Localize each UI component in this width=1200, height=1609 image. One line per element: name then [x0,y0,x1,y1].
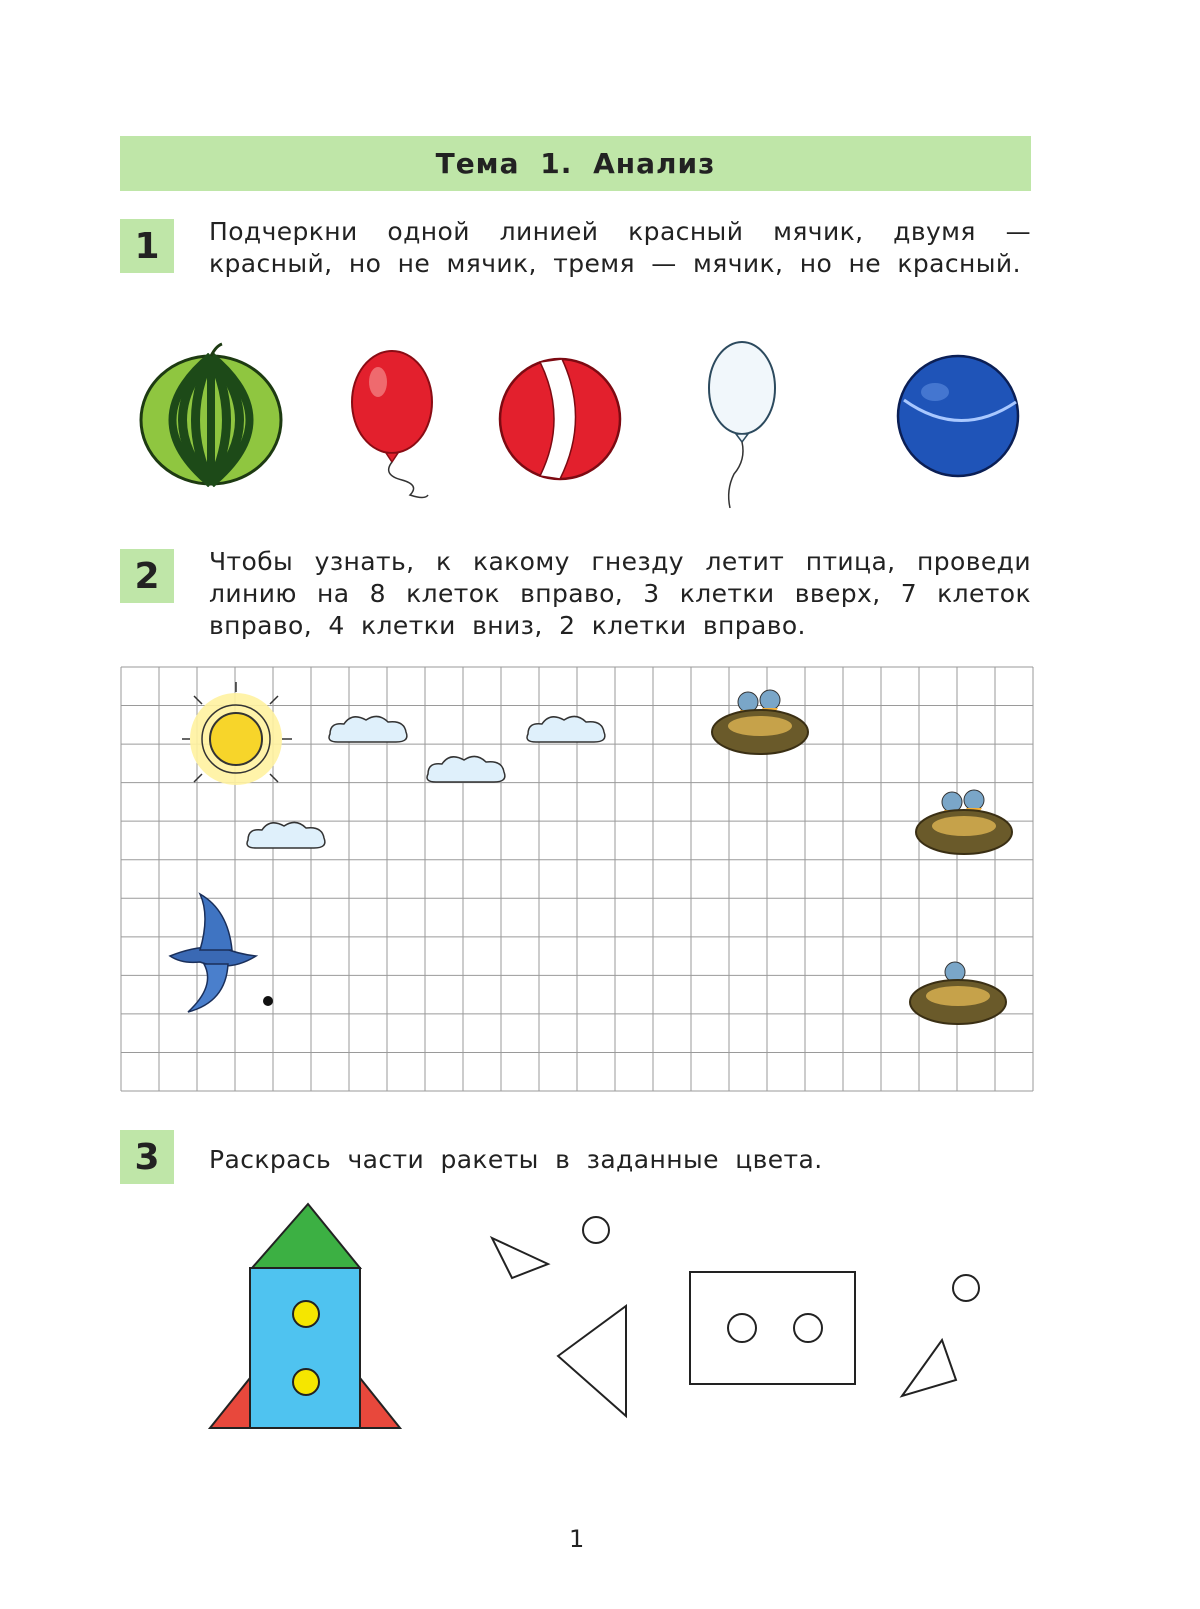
task-3-shapes [200,1196,980,1446]
nest-with-chicks-icon [910,962,1006,1024]
red-white-ball-icon [500,359,620,479]
cloud-icon [427,756,505,782]
task-1-text: Подчеркни одной линией красный мячик, двумя — красный, но не мячик, тремя — мячик, но не красный. [209,217,1031,278]
circle-outline [953,1275,979,1301]
rocket-fin-right [360,1378,400,1428]
cloud-icon [247,822,325,848]
circle-outline [728,1314,756,1342]
rocket-window [293,1369,319,1395]
rocket-window [293,1301,319,1327]
topic-title: Тема 1. Анализ [435,147,716,180]
task-2-grid [120,666,1034,1092]
circle-outline [583,1217,609,1243]
rocket-nose [252,1204,360,1268]
rocket [210,1204,400,1428]
watermelon-icon [141,344,281,484]
rocket-body [250,1268,360,1428]
large-triangle-outline [558,1306,626,1416]
nest-with-chicks-icon [712,690,808,754]
topic-header [120,136,1031,191]
nest-with-chicks-icon [916,790,1012,854]
task-2-number: 2 [120,549,174,603]
red-balloon-icon [352,351,432,498]
small-triangle-outline [492,1238,548,1278]
start-point [263,996,273,1006]
blue-ball-icon [898,356,1018,476]
white-balloon-icon [709,342,775,508]
page-number: 1 [569,1525,585,1553]
rocket-fin-left [210,1378,250,1428]
circle-outline [794,1314,822,1342]
task-1-number: 1 [120,219,174,273]
task-1-pictures [120,340,1040,510]
rectangle-outline [690,1272,855,1384]
sun-icon [182,682,292,785]
task-3-text: Раскрась части ракеты в заданные цвета. [209,1145,823,1174]
task-2-text: Чтобы узнать, к какому гнезду летит птица, проведи линию на 8 клеток вправо, 3 клетки вверх, 7 клеток вправо, 4 клетки вниз, 2 клетки вправо. [209,547,1031,640]
small-triangle-outline [902,1340,956,1396]
task-3-number: 3 [120,1130,174,1184]
cloud-icon [329,716,407,742]
bird-icon [170,894,256,1012]
